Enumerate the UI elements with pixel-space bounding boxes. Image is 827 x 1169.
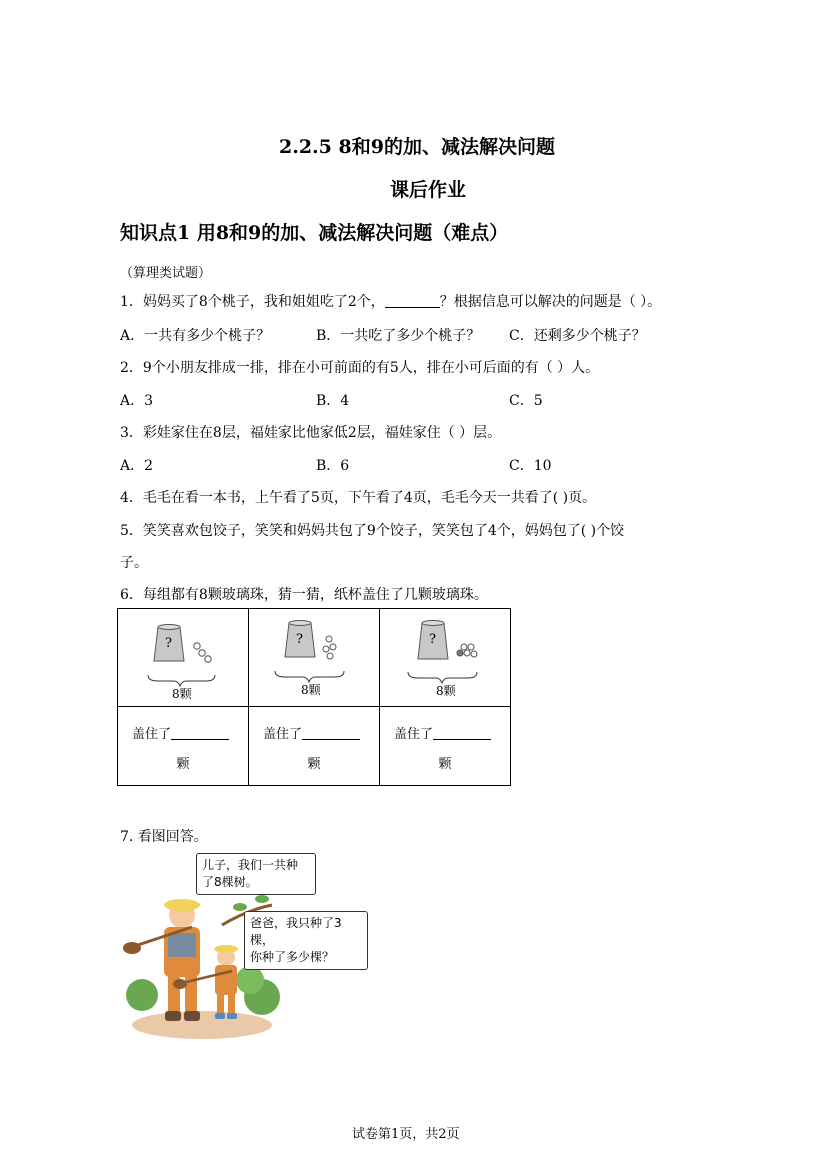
question-2-option-a[interactable]: A．3 [120, 393, 154, 409]
category-label: （算理类试题） [120, 266, 212, 281]
question-2-option-c[interactable]: C．5 [509, 393, 543, 409]
answer-prefix: 盖住了 [394, 727, 434, 742]
answer-prefix: 盖住了 [132, 727, 172, 742]
question-3-option-a[interactable]: A．2 [120, 458, 154, 474]
question-5-line-1: 5．笑笑喜欢包饺子，笑笑和妈妈共包了9个饺子，笑笑包了4个，妈妈包了( )个饺 [120, 523, 625, 539]
question-7: 7. 看图回答。 [120, 829, 208, 845]
page-footer: 试卷第1页，共2页 [352, 1127, 460, 1142]
marble-table [117, 608, 511, 786]
question-2-option-b[interactable]: B．4 [316, 393, 350, 409]
answer-cell-2 [249, 707, 380, 786]
father-speech-line-2: 了8棵树。 [202, 875, 258, 889]
marble-cell-1 [118, 609, 249, 707]
answer-suffix: 颗 [307, 757, 321, 772]
question-6: 6．每组都有8颗玻璃珠，猜一猜，纸杯盖住了几颗玻璃珠。 [120, 587, 488, 603]
cup-question-mark: ? [296, 632, 303, 647]
question-1 [120, 291, 661, 311]
father-speech-bubble [196, 853, 316, 895]
question-2: 2．9个小朋友排成一排，排在小可前面的有5人，排在小可后面的有（ ）人。 [120, 360, 600, 376]
answer-suffix: 颗 [438, 757, 452, 772]
answer-suffix: 颗 [176, 757, 190, 772]
son-speech-line-1: 爸爸，我只种了3棵， [250, 916, 342, 947]
question-3-option-b[interactable]: B．6 [316, 458, 350, 474]
question-1-blank[interactable] [385, 293, 440, 308]
question-1-text-b: ？根据信息可以解决的问题是（ ）。 [439, 294, 662, 310]
question-3-option-c[interactable]: C．10 [509, 458, 552, 474]
page-subtitle: 课后作业 [390, 179, 467, 201]
marble-cell-3 [380, 609, 511, 707]
question-1-option-b[interactable]: B．一共吃了多少个桃子？ [316, 328, 481, 344]
father-speech-line-1: 儿子，我们一共种 [202, 858, 299, 872]
answer-blank[interactable] [433, 726, 491, 740]
cup-question-mark: ? [165, 636, 172, 651]
question-3: 3．彩娃家住在8层，福娃家比他家低2层，福娃家住（ ）层。 [120, 425, 502, 441]
answer-prefix: 盖住了 [263, 727, 303, 742]
answer-cell-1 [118, 707, 249, 786]
question-4: 4．毛毛在看一本书，上午看了5页，下午看了4页，毛毛今天一共看了( )页。 [120, 490, 597, 506]
cup-question-mark: ? [429, 632, 436, 647]
page-title: 2.2.5 8和9的加、减法解决问题 [279, 136, 555, 158]
marble-cell-2 [249, 609, 380, 707]
answer-blank[interactable] [171, 726, 229, 740]
son-speech-line-2: 你种了多少棵？ [250, 950, 335, 964]
question-1-option-c[interactable]: C．还剩多少个桃子？ [509, 328, 646, 344]
section-heading: 知识点1 用8和9的加、减法解决问题（难点） [120, 222, 509, 244]
question-1-text-a: 1．妈妈买了8个桃子，我和姐姐吃了2个， [120, 294, 385, 310]
son-speech-bubble [244, 911, 368, 970]
question-1-option-a[interactable]: A．一共有多少个桃子？ [120, 328, 271, 344]
question-5-line-2: 子。 [120, 555, 148, 571]
answer-cell-3 [380, 707, 511, 786]
answer-blank[interactable] [302, 726, 360, 740]
marble-total: 8颗 [301, 683, 321, 697]
marble-total: 8颗 [172, 687, 192, 701]
marble-total: 8颗 [436, 684, 456, 698]
